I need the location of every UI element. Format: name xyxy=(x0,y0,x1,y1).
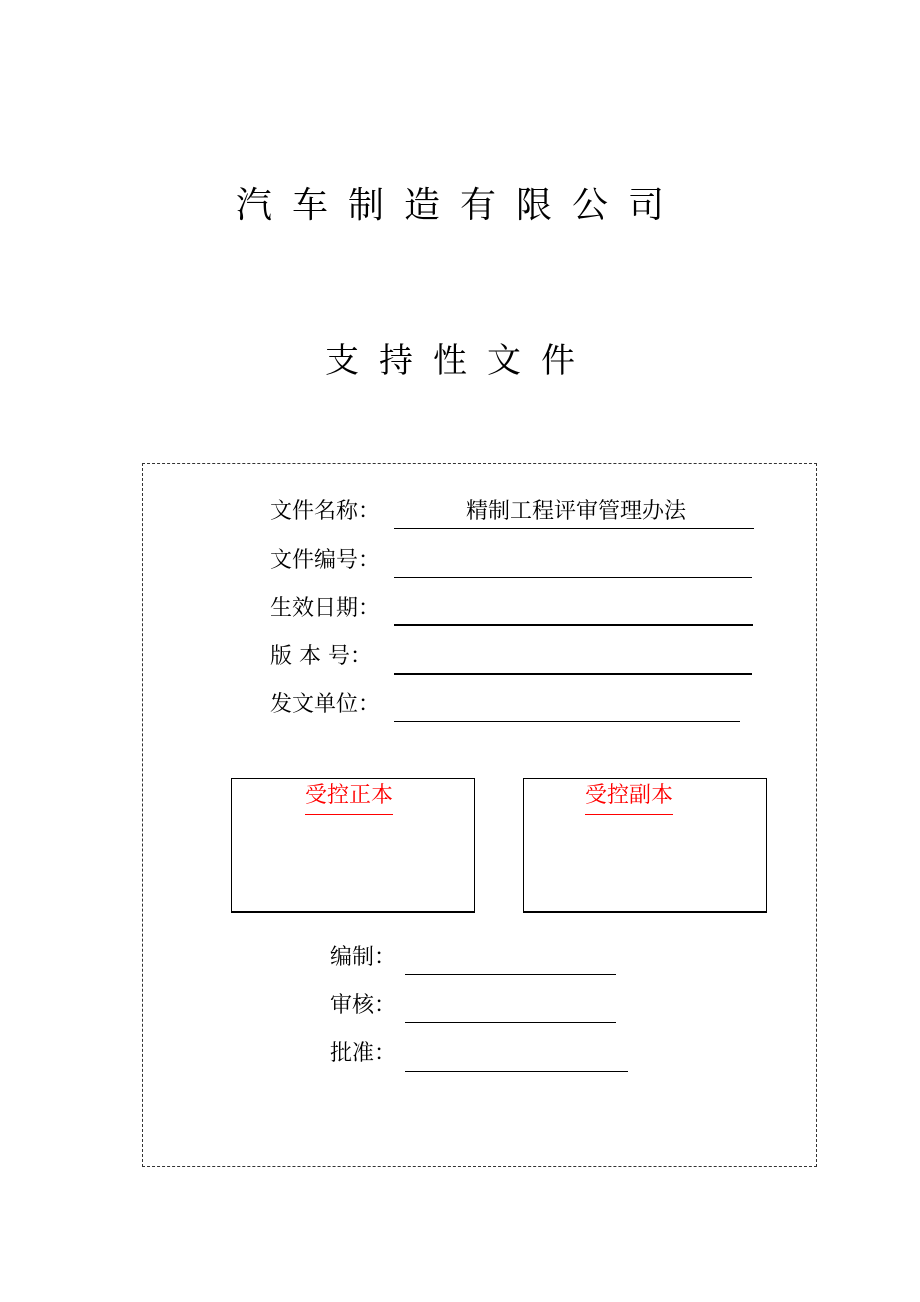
issuer-label: 发文单位： xyxy=(270,692,381,717)
effective-date-line xyxy=(394,624,753,626)
file-number-label: 文件编号： xyxy=(270,548,381,573)
controlled-original-label: 受控正本 xyxy=(305,781,393,815)
document-type-title: 支持性文件 xyxy=(325,341,595,381)
reviewed-by-line xyxy=(405,1022,616,1023)
version-label: 版 本 号： xyxy=(270,644,372,669)
file-name-label: 文件名称： xyxy=(270,499,381,524)
prepared-by-line xyxy=(405,974,616,975)
file-name-value: 精制工程评审管理办法 xyxy=(465,499,686,524)
issuer-line xyxy=(394,721,740,722)
approved-by-label: 批准： xyxy=(330,1041,397,1066)
version-line xyxy=(394,673,752,675)
controlled-copy-label: 受控副本 xyxy=(585,781,673,815)
file-name-line xyxy=(394,528,754,529)
file-number-line xyxy=(394,577,752,578)
prepared-by-label: 编制： xyxy=(330,945,397,970)
company-title: 汽车制造有限公司 xyxy=(235,185,684,226)
effective-date-label: 生效日期： xyxy=(270,596,381,621)
reviewed-by-label: 审核： xyxy=(330,993,397,1018)
approved-by-line xyxy=(405,1071,628,1072)
